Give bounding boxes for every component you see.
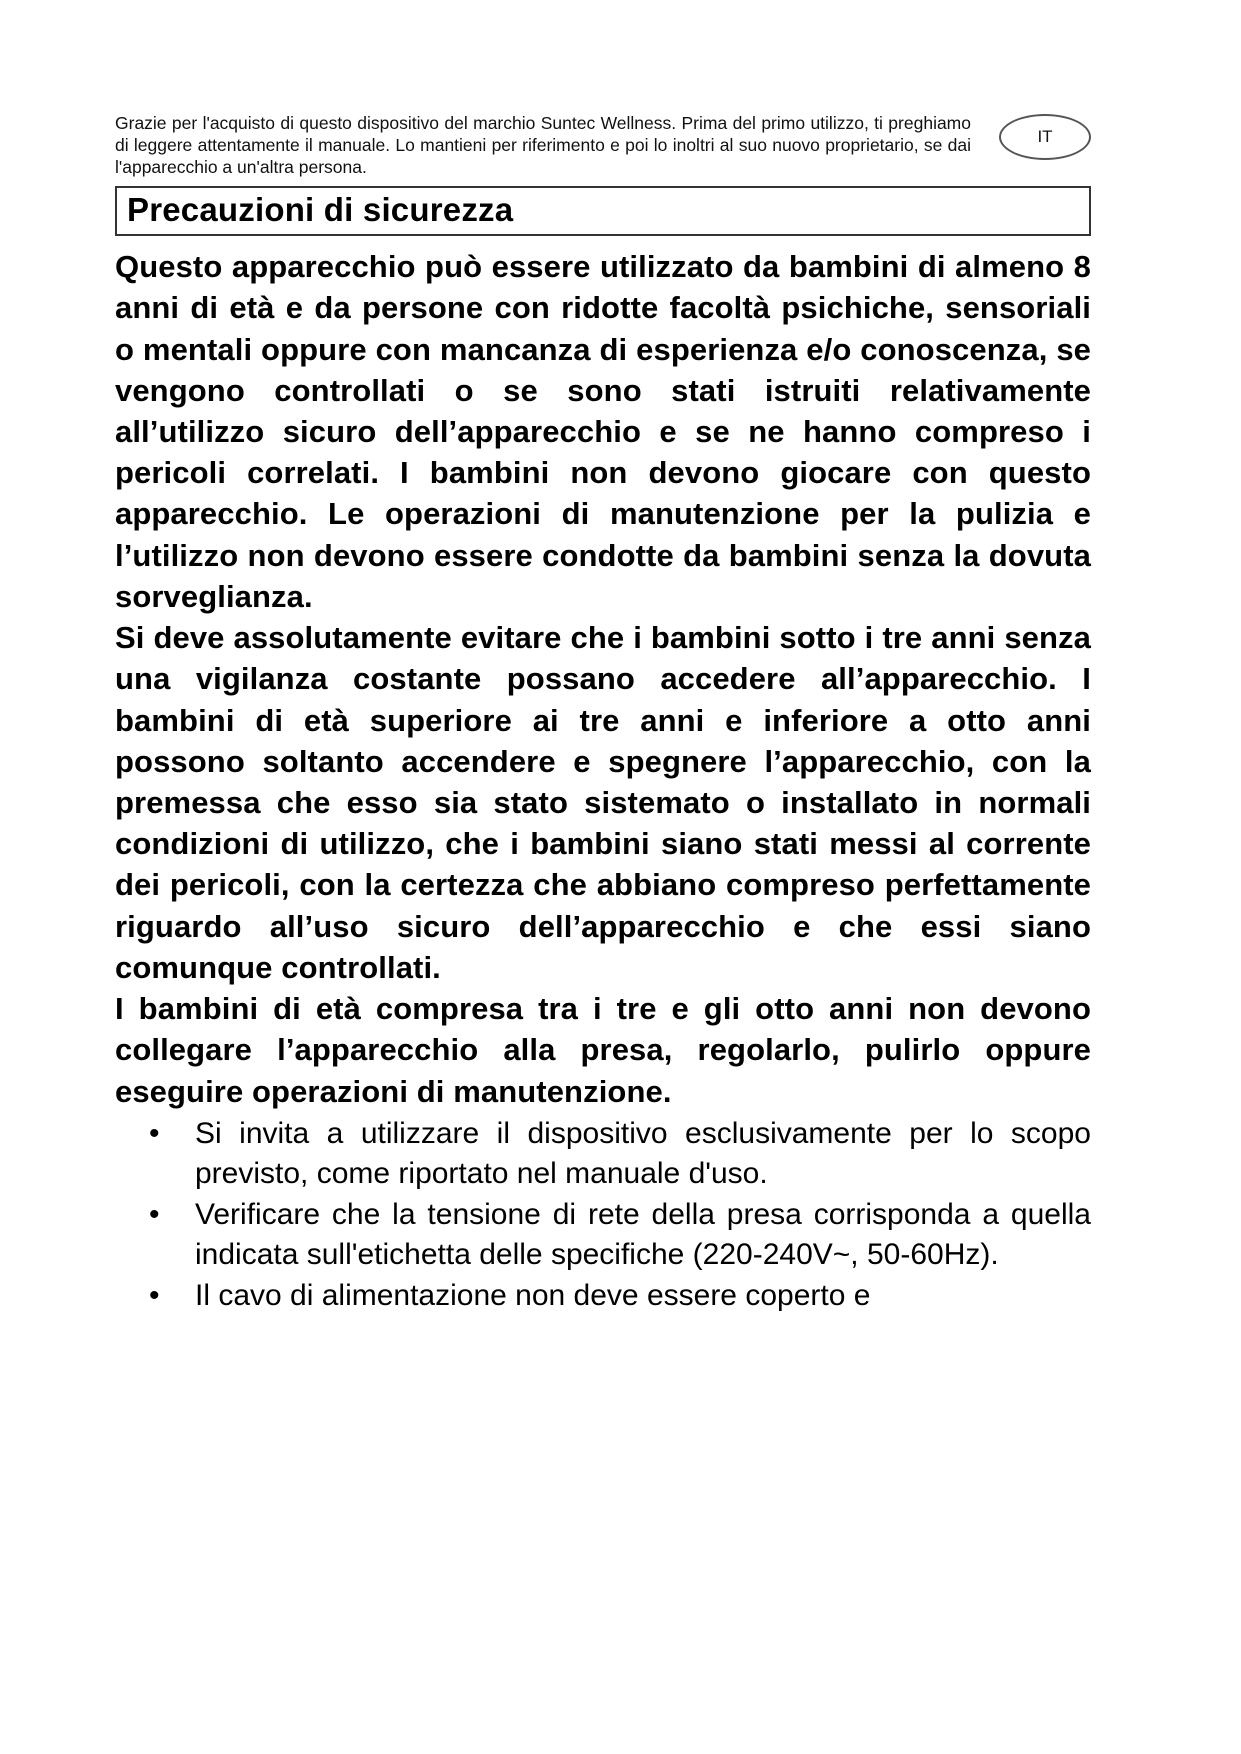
bullet-item-1: • Si invita a utilizzare il dispositivo esclusivamente per lo scopo previsto, come riportato nel manuale d'uso. (195, 1114, 1091, 1195)
body-text (115, 246, 1091, 1316)
safety-paragraph-2: Si deve assolutamente evitare che i bambini sotto i tre anni senza una vigilanza costante possano accedere all’apparecchio. I bambini di età superiore ai tre anni e inferiore a otto anni possono soltanto accendere e spegnere l’apparecchio, con la premessa che esso sia stato sistemato o installato in normali condizioni di utilizzo, che i bambini siano stati messi al corrente dei pericoli, con la certezza che abbiano compreso perfettamente riguardo all’uso sicuro dell’apparecchio e che essi siano comunque controllati. (115, 620, 1091, 985)
bullet-item-3: • Il cavo di alimentazione non deve essere coperto e (195, 1276, 1091, 1317)
safety-paragraph-3: I bambini di età compresa tra i tre e gli otto anni non devono collegare l’apparecchio alla presa, regolarlo, pulirlo oppure eseguire operazioni di manutenzione. (115, 991, 1091, 1109)
language-badge (999, 114, 1091, 160)
bullet-item-2: • Verificare che la tensione di rete della presa corrisponda a quella indicata sull'etichetta delle specifiche (220-240V~, 50-60Hz). (195, 1195, 1091, 1276)
safety-paragraph-1: Questo apparecchio può essere utilizzato da bambini di almeno 8 anni di età e da persone con ridotte facoltà psichiche, sensoriali o mentali oppure con mancanza di esperienza e/o conoscenza, se vengono controllati o se sono stati istruiti relativamente all’utilizzo sicuro dell’apparecchio e se ne hanno compreso i pericoli correlati. I bambini non devono giocare con questo apparecchio. Le operazioni di manutenzione per la pulizia e l’utilizzo non devono essere condotte da bambini senza la dovuta sorveglianza. (115, 249, 1091, 614)
page-header (115, 112, 1091, 178)
language-badge-label: IT (1037, 127, 1053, 146)
section-heading-box (115, 186, 1091, 236)
intro-note: Grazie per l'acquisto di questo dispositivo del marchio Suntec Wellness. Prima del primo utilizzo, ti preghiamo di leggere attentamente il manuale. Lo mantieni per riferimento e poi lo inoltri al suo nuovo proprietario, se dai l'apparecchio a un'altra persona. (115, 113, 971, 178)
bullet-list (115, 1114, 1091, 1317)
section-heading: Precauzioni di sicurezza (127, 191, 514, 229)
